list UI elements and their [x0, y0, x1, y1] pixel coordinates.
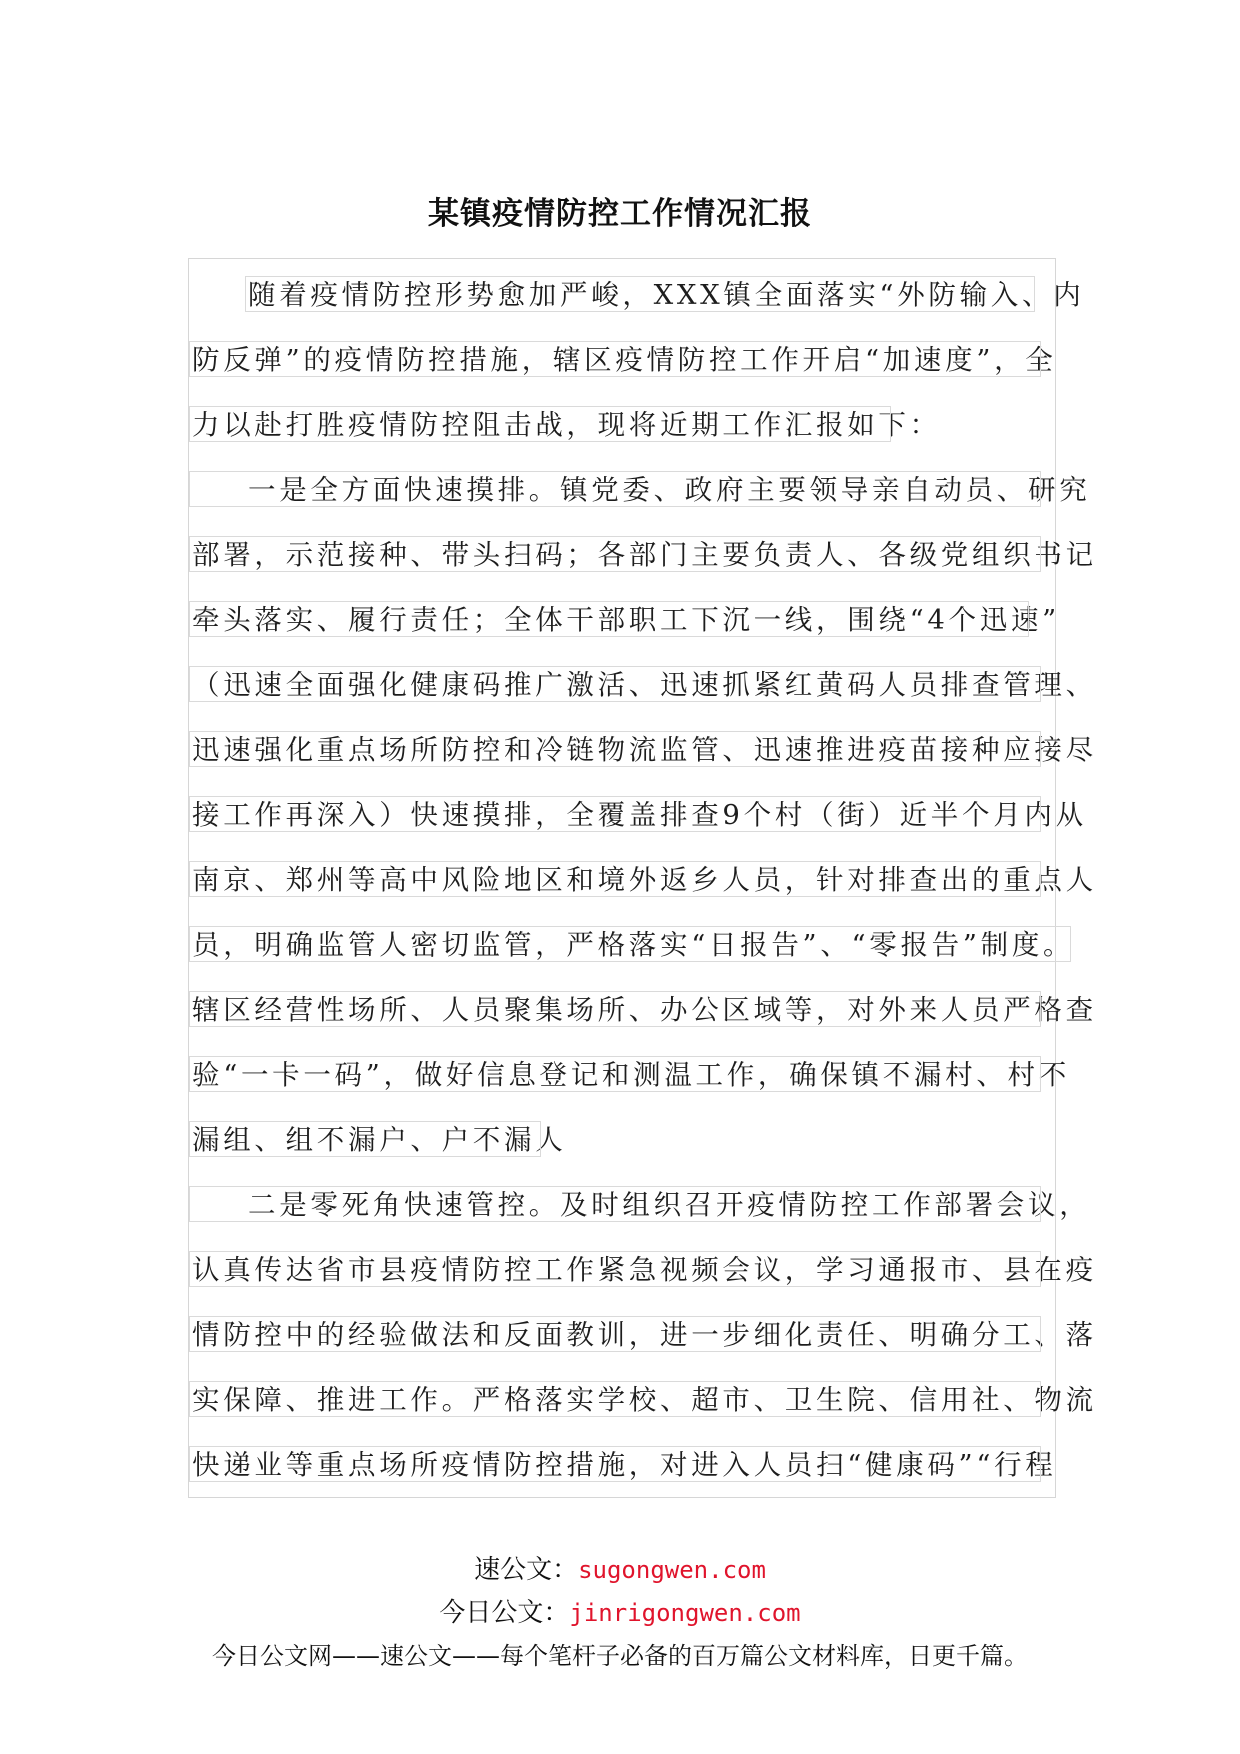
paragraph-line: 南京、郑州等高中风险地区和境外返乡人员，针对排查出的重点人: [192, 863, 1097, 897]
paragraph-line: 实保障、推进工作。严格落实学校、超市、卫生院、信用社、物流: [192, 1383, 1097, 1417]
document-title: 某镇疫情防控工作情况汇报: [428, 196, 812, 232]
footer-link-jinrigongwen[interactable]: jinrigongwen.com: [569, 1599, 801, 1627]
footer-sugongwen: [0, 1549, 1240, 1586]
paragraph-line: 员，明确监管人密切监管，严格落实“日报告”、“零报告”制度。: [192, 928, 1074, 962]
paragraph-line: 漏组、组不漏户、户不漏人: [192, 1123, 566, 1157]
paragraph-line: 迅速强化重点场所防控和冷链物流监管、迅速推进疫苗接种应接尽: [192, 733, 1097, 767]
paragraph-line: 二是零死角快速管控。及时组织召开疫情防控工作部署会议，: [248, 1188, 1090, 1222]
paragraph-line: 情防控中的经验做法和反面教训，进一步细化责任、明确分工、落: [192, 1318, 1097, 1352]
footer-label: 速公文：: [474, 1555, 579, 1585]
paragraph-line: 牵头落实、履行责任；全体干部职工下沉一线，围绕“4个迅速”: [192, 603, 1060, 637]
paragraph-line: 一是全方面快速摸排。镇党委、政府主要领导亲自动员、研究: [248, 473, 1090, 507]
footer-label: 今日公文：: [439, 1598, 570, 1628]
paragraph-line: 验“一卡一码”，做好信息登记和测温工作，确保镇不漏村、村不: [192, 1058, 1070, 1092]
paragraph-line: 接工作再深入）快速摸排，全覆盖排查9个村（街）近半个月内从: [192, 798, 1087, 832]
paragraph-line: 部署，示范接种、带头扫码；各部门主要负责人、各级党组织书记: [192, 538, 1097, 572]
paragraph-line: 辖区经营性场所、人员聚集场所、办公区域等，对外来人员严格查: [192, 993, 1097, 1027]
paragraph-line: 快递业等重点场所疫情防控措施，对进入人员扫“健康码”“行程: [192, 1448, 1056, 1482]
paragraph-line: 力以赴打胜疫情防控阻击战，现将近期工作汇报如下：: [192, 408, 941, 442]
footer-jinrigongwen: [0, 1592, 1240, 1629]
footer-link-sugongwen[interactable]: sugongwen.com: [578, 1556, 766, 1584]
paragraph-line: 认真传达省市县疫情防控工作紧急视频会议，学习通报市、县在疫: [192, 1253, 1097, 1287]
paragraph-line: 防反弹”的疫情防控措施，辖区疫情防控工作开启“加速度”，全: [192, 343, 1056, 377]
footer-tagline: 今日公文网——速公文——每个笔杆子必备的百万篇公文材料库，日更千篇。: [212, 1642, 1028, 1670]
paragraph-line: 随着疫情防控形势愈加严峻，XXX镇全面落实“外防输入、内: [248, 278, 1084, 312]
paragraph-line: （迅速全面强化健康码推广激活、迅速抓紧红黄码人员排查管理、: [192, 668, 1097, 702]
